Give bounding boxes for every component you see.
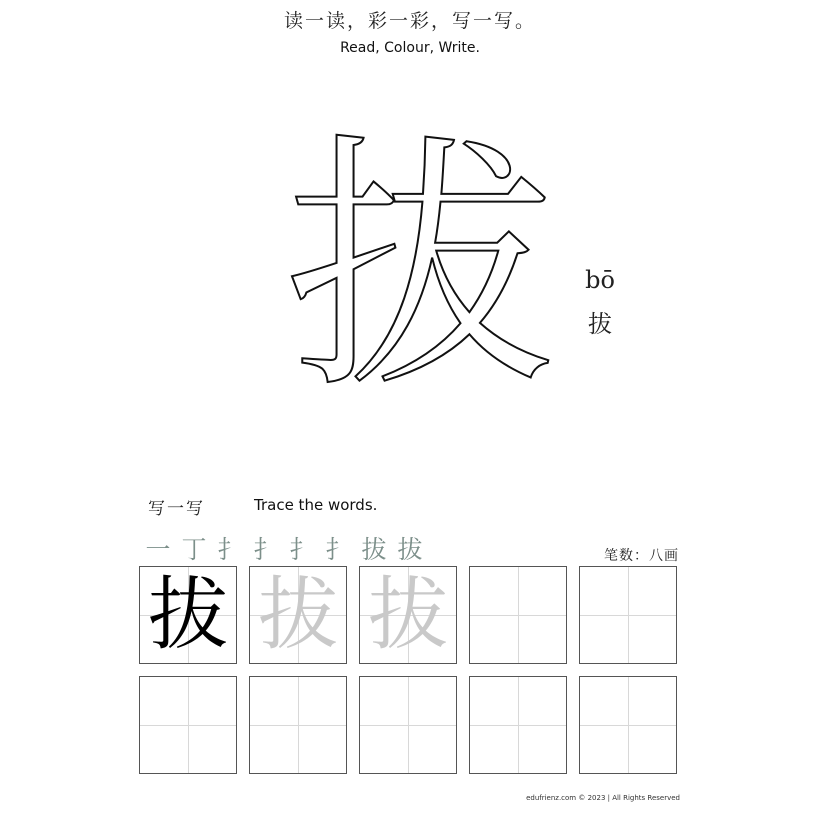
- writing-cell[interactable]: [359, 676, 457, 774]
- writing-cell[interactable]: [579, 566, 677, 664]
- stroke-step-1: 一: [145, 535, 171, 564]
- stroke-step-3: 扌: [217, 535, 243, 564]
- pinyin-label: bō: [585, 266, 615, 294]
- writing-cell[interactable]: [139, 676, 237, 774]
- stroke-step-6: 扌: [325, 535, 351, 564]
- page-title-english: Read, Colour, Write.: [340, 40, 480, 56]
- stroke-step-4: 扌: [253, 535, 279, 564]
- writing-cell[interactable]: [249, 676, 347, 774]
- outline-character: 拔: [285, 110, 555, 425]
- writing-cell[interactable]: [359, 566, 457, 664]
- pinyin-character: 拔: [588, 310, 612, 338]
- trace-character: 拔: [258, 568, 338, 661]
- stroke-count-label: 笔数：八画: [604, 548, 679, 564]
- stroke-step-7: 拔: [361, 535, 387, 564]
- writing-cell[interactable]: [139, 566, 237, 664]
- page-title-chinese: 读一读，彩一彩，写一写。: [283, 10, 536, 32]
- writing-cell[interactable]: [579, 676, 677, 774]
- stroke-order-sequence: [140, 530, 428, 566]
- writing-cell[interactable]: [469, 676, 567, 774]
- stroke-step-5: 扌: [289, 535, 315, 564]
- section-label-english: Trace the words.: [254, 496, 378, 514]
- writing-grid: [139, 566, 677, 774]
- model-character: 拔: [148, 568, 228, 661]
- writing-cell[interactable]: [469, 566, 567, 664]
- writing-cell[interactable]: [249, 566, 347, 664]
- trace-character: 拔: [368, 568, 448, 661]
- section-label-chinese: 写一写: [148, 499, 205, 519]
- copyright-footer: edufrienz.com © 2023 | All Rights Reserved: [526, 794, 680, 802]
- stroke-step-8: 拔: [397, 535, 423, 564]
- stroke-step-2: 丁: [181, 535, 207, 564]
